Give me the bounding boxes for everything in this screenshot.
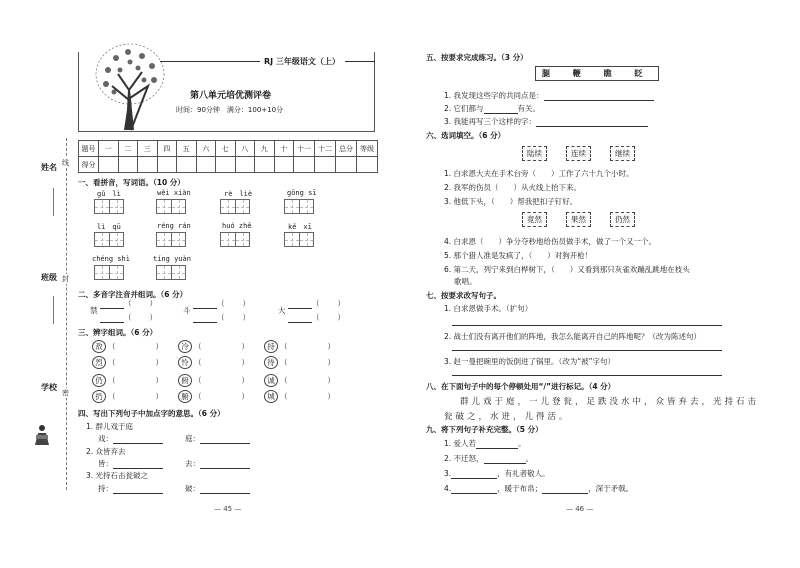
score-col: 七 (216, 141, 236, 157)
score-col: 十 (274, 141, 294, 157)
char-pair-row: 俯 （ ） (178, 374, 249, 387)
classical-text-line[interactable]: 瓮破之，水迸，儿得活。 (444, 412, 571, 422)
answer-line[interactable] (452, 375, 722, 376)
header-rule-right (345, 61, 375, 62)
binding-mark-line: 线 (62, 159, 69, 167)
score-value-row (79, 157, 378, 173)
binding-name-blank[interactable] (53, 188, 54, 216)
s5-line[interactable]: 2. 它们都与 有关。 (444, 104, 541, 113)
s6-sentence-cont: 歌唱。 (454, 277, 477, 286)
page-number-left: — 45 — (214, 505, 242, 513)
classical-text-line[interactable]: 群儿戏于庭，一儿登瓮，足跌没水中，众皆弃去，光持石击 (460, 397, 760, 407)
binding-dashed-line (66, 138, 67, 490)
tianzige-grid[interactable] (156, 232, 186, 247)
s4-answer-row[interactable]: 持： 破： (98, 483, 250, 494)
polyphone-blank[interactable]: （ ） (288, 312, 345, 323)
pinyin-label: huó zhě (222, 222, 252, 230)
s4-answer-row[interactable]: 皆： 去： (98, 458, 250, 469)
char-pair-row: 敌 （ ） (92, 340, 163, 353)
score-col: 六 (196, 141, 216, 157)
char-pair-row: 烈 （ ） (92, 356, 163, 369)
s4-item-title: 3. 光持石击瓮破之 (86, 471, 149, 480)
score-col: 题号 (79, 141, 99, 157)
polyphone-blank[interactable]: （ ） (100, 312, 157, 323)
score-col: 九 (255, 141, 275, 157)
score-col: 三 (138, 141, 158, 157)
tianzige-grid[interactable] (156, 199, 186, 214)
polyphone-char: 斗 (183, 306, 191, 315)
polyphone-char: 禁 (90, 306, 98, 315)
score-cell[interactable] (336, 157, 357, 173)
score-cell[interactable] (274, 157, 294, 173)
tianzige-grid[interactable] (94, 232, 124, 247)
polyphone-char: 大 (278, 306, 286, 315)
char-pair-row: 待 （ ） (264, 356, 335, 369)
polyphone-blank[interactable]: （ ） (193, 298, 250, 309)
pinyin-label: chéng shì (92, 255, 130, 263)
tianzige-grid[interactable] (156, 265, 186, 280)
score-cell[interactable] (315, 157, 336, 173)
score-cell[interactable] (118, 157, 138, 173)
word-option: 仍然 (610, 212, 635, 227)
s9-item[interactable]: 1. 爱人若 。 (444, 439, 526, 448)
pinyin-label: wěi xiàn (157, 189, 191, 197)
s4-item-title: 1. 群儿戏于庭 (86, 422, 134, 431)
char-circle: 扔 (92, 390, 106, 403)
pinyin-label: gǔ lì (97, 190, 121, 198)
s6-sentence[interactable]: 3. 他低下头，（ ）帮我把扣子钉好。 (444, 197, 578, 206)
pinyin-label: gōng sī (287, 189, 317, 197)
char-pair-row: 扔 （ ） (92, 390, 163, 403)
doc-title: 第八单元培优测评卷 (190, 91, 272, 101)
pinyin-label: lì qū (97, 223, 121, 231)
score-col: 等级 (357, 141, 378, 157)
binding-class-label: 班级 (41, 273, 57, 282)
char-circle: 待 (264, 356, 278, 369)
answer-line[interactable] (452, 325, 722, 326)
score-col: 一 (99, 141, 119, 157)
s5-line[interactable]: 1. 我发现这些字的共同点是： (444, 90, 654, 101)
word-option: 陆续 (522, 146, 547, 161)
score-cell[interactable] (138, 157, 158, 173)
char-circle: 仍 (92, 374, 106, 387)
char-circle: 怜 (178, 356, 192, 369)
score-cell[interactable] (357, 157, 378, 173)
doc-meta: 时间：90分钟 满分：100+10分 (176, 106, 284, 114)
right-page (400, 0, 800, 568)
char-circle: 烈 (92, 356, 106, 369)
score-col: 五 (177, 141, 197, 157)
section-6-title: 六、选词填空。（6 分） (426, 131, 506, 140)
binding-mark-secret: 密 (62, 389, 69, 397)
score-col: 四 (157, 141, 177, 157)
radical-chars-box: 腿 鞭 瞧 眨 (535, 66, 659, 81)
tianzige-grid[interactable] (220, 232, 250, 247)
char-circle: 城 (264, 390, 278, 403)
s6-sentence[interactable]: 1. 白求恩大夫在手术台旁（ ）工作了六十九个小时。 (444, 169, 634, 178)
score-cell[interactable] (235, 157, 255, 173)
score-col: 八 (235, 141, 255, 157)
s6-sentence[interactable]: 5. 那个猎人准是发疯了，（ ）对狗开枪！ (444, 251, 593, 260)
char-pair-row: 腑 （ ） (178, 390, 249, 403)
answer-line[interactable] (452, 350, 722, 351)
section-1-title: 一、看拼音，写词语。（10 分） (78, 178, 185, 187)
polyphone-blank[interactable]: （ ） (193, 312, 250, 323)
score-cell[interactable] (294, 157, 315, 173)
section-9-title: 九、将下列句子补充完整。（5 分） (426, 425, 543, 434)
char-circle: 俯 (178, 374, 192, 387)
pinyin-label: rè liè (224, 190, 253, 198)
score-cell[interactable] (177, 157, 197, 173)
char-circle: 腑 (178, 390, 192, 403)
page-number-right: — 46 — (566, 505, 594, 513)
score-header-row (79, 141, 378, 157)
grade-tag: RJ 三年级语文（上） (264, 57, 340, 66)
section-8-title: 八、在下面句子中的每个停顿处用“/”进行标记。（4 分） (426, 382, 616, 391)
tianzige-grid[interactable] (94, 265, 124, 280)
char-pair-row: 怜 （ ） (178, 356, 249, 369)
section-2-title: 二、多音字注音并组词。（6 分） (78, 290, 188, 299)
char-circle: 持 (264, 340, 278, 353)
score-cell[interactable] (157, 157, 177, 173)
pinyin-label: réng rán (157, 222, 191, 230)
section-7-title: 七、按要求改写句子。 (426, 291, 501, 300)
char-circle: 敌 (92, 340, 106, 353)
score-table (78, 140, 378, 173)
tianzige-grid[interactable] (220, 199, 250, 214)
s4-item-title: 2. 众皆弃去 (86, 447, 126, 456)
section-5-title: 五、按要求完成练习。（3 分） (426, 53, 528, 62)
binding-class-blank[interactable] (53, 296, 54, 324)
score-row-label: 得分 (79, 157, 99, 173)
section-4-title: 四、写出下列句子中加点字的意思。（6 分） (78, 409, 225, 418)
char-pair-row: 仍 （ ） (92, 374, 163, 387)
s7-sentence: 3. 赵一曼把碗里的饭倒进了锅里。（改为“被”字句） (444, 357, 616, 366)
tianzige-grid[interactable] (94, 199, 124, 214)
score-col: 十二 (315, 141, 336, 157)
binding-name-label: 姓名 (41, 163, 57, 172)
char-pair-row: 冷 （ ） (178, 340, 249, 353)
s7-sentence: 1. 白求恩做手术。（扩句） (444, 304, 533, 313)
s6-sentence[interactable]: 6. 第二天，列宁来到白桦树下，（ ）又看到那只灰雀欢蹦乱跳地在枝头 (444, 265, 690, 274)
word-option: 连续 (566, 146, 591, 161)
char-pair-row: 城 （ ） (264, 390, 335, 403)
tianzige-grid[interactable] (284, 232, 314, 247)
s6-sentence[interactable]: 4. 白求恩（ ）争分夺秒地给伤员做手术，做了一个又一个。 (444, 237, 657, 246)
header-rule-left (160, 61, 260, 62)
s9-item[interactable]: 2. 不迁怒， 。 (444, 454, 534, 463)
s5-line[interactable]: 3. 我能再写三个这样的字： (444, 116, 648, 127)
score-cell[interactable] (196, 157, 216, 173)
score-cell[interactable] (255, 157, 275, 173)
char-circle: 诚 (264, 374, 278, 387)
s9-item[interactable]: 4. ，暖于布帛； ，深于矛戟。 (444, 484, 634, 493)
pinyin-label: kě xī (288, 223, 312, 231)
score-col: 十一 (294, 141, 315, 157)
polyphone-blank[interactable]: （ ） (288, 298, 345, 309)
score-col: 二 (118, 141, 138, 157)
polyphone-blank[interactable]: （ ） (100, 298, 157, 309)
tianzige-grid[interactable] (284, 199, 314, 214)
section-3-title: 三、辨字组词。（6 分） (78, 328, 158, 337)
tree-illustration-icon (94, 40, 166, 132)
score-col: 总分 (336, 141, 357, 157)
s4-answer-row[interactable]: 戏： 庭： (98, 433, 250, 444)
reader-illustration-icon (30, 423, 54, 447)
char-circle: 冷 (178, 340, 192, 353)
s7-sentence: 2. 战士们没有离开他们的阵地，我怎么能离开自己的阵地呢？（改为陈述句） (444, 332, 702, 341)
pinyin-label: tíng yuàn (153, 255, 191, 263)
score-cell[interactable] (216, 157, 236, 173)
s9-item[interactable]: 3. ，有礼者敬人。 (444, 469, 550, 478)
char-pair-row: 诚 （ ） (264, 374, 335, 387)
binding-school-label: 学校 (41, 383, 57, 392)
char-pair-row: 持 （ ） (264, 340, 335, 353)
word-option: 果然 (566, 212, 591, 227)
binding-mark-seal: 封 (62, 275, 69, 283)
score-cell[interactable] (99, 157, 119, 173)
word-option: 竟然 (522, 212, 547, 227)
s6-sentence[interactable]: 2. 我军的伤员（ ）从火线上抬下来。 (444, 183, 582, 192)
word-option: 继续 (610, 146, 635, 161)
